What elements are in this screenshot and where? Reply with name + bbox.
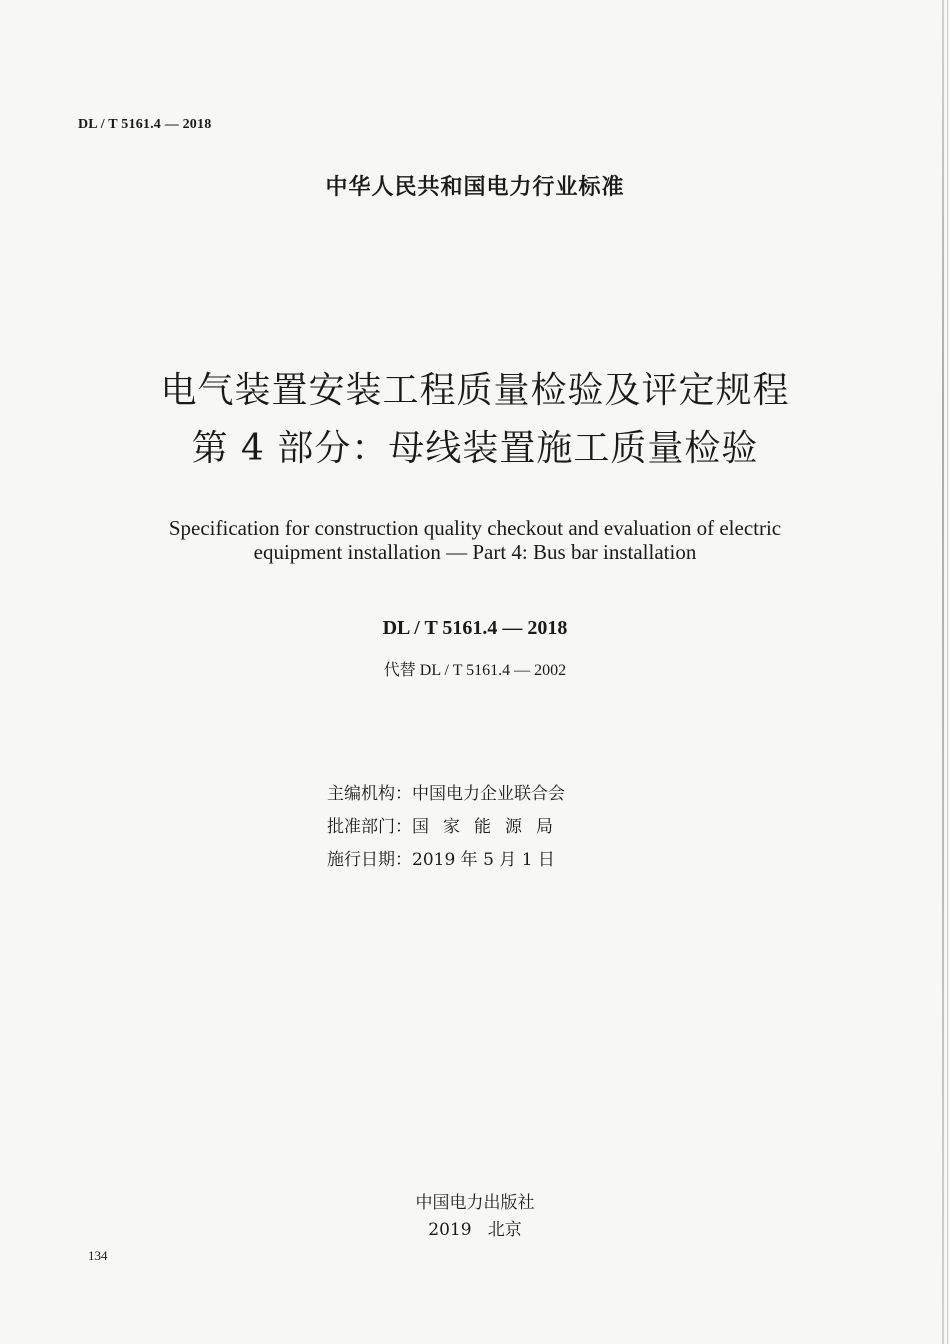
effective-date-row — [327, 845, 555, 870]
replaces-standard: 代替 DL / T 5161.4 — 2002 — [383, 662, 567, 679]
approver-row — [327, 812, 567, 837]
approver-label: 批准部门： — [327, 817, 412, 837]
english-title-line-2: equipment installation — Part 4: Bus bar installation — [253, 540, 697, 564]
chinese-title-line-2: 第 4 部分：母线装置施工质量检验 — [191, 428, 759, 469]
standard-number: DL / T 5161.4 — 2018 — [382, 617, 568, 639]
page-number: 134 — [88, 1248, 108, 1263]
chinese-title-line-1: 电气装置安装工程质量检验及评定规程 — [160, 370, 790, 411]
editor-label: 主编机构： — [327, 784, 412, 804]
publication-year-place: 2019 北京 — [428, 1220, 522, 1240]
publisher-name: 中国电力出版社 — [415, 1193, 535, 1213]
editor-value: 中国电力企业联合会 — [412, 784, 565, 804]
approver-value: 国家能源局 — [412, 817, 567, 837]
editor-row — [327, 779, 565, 804]
english-title-line-1: Specification for construction quality checkout and evaluation of electric — [168, 516, 782, 540]
header-standard-code: DL / T 5161.4 — 2018 — [78, 117, 212, 132]
effective-date-value: 2019 年 5 月 1 日 — [412, 850, 555, 870]
industry-standard-heading: 中华人民共和国电力行业标准 — [325, 175, 625, 200]
effective-date-label: 施行日期： — [327, 850, 412, 870]
